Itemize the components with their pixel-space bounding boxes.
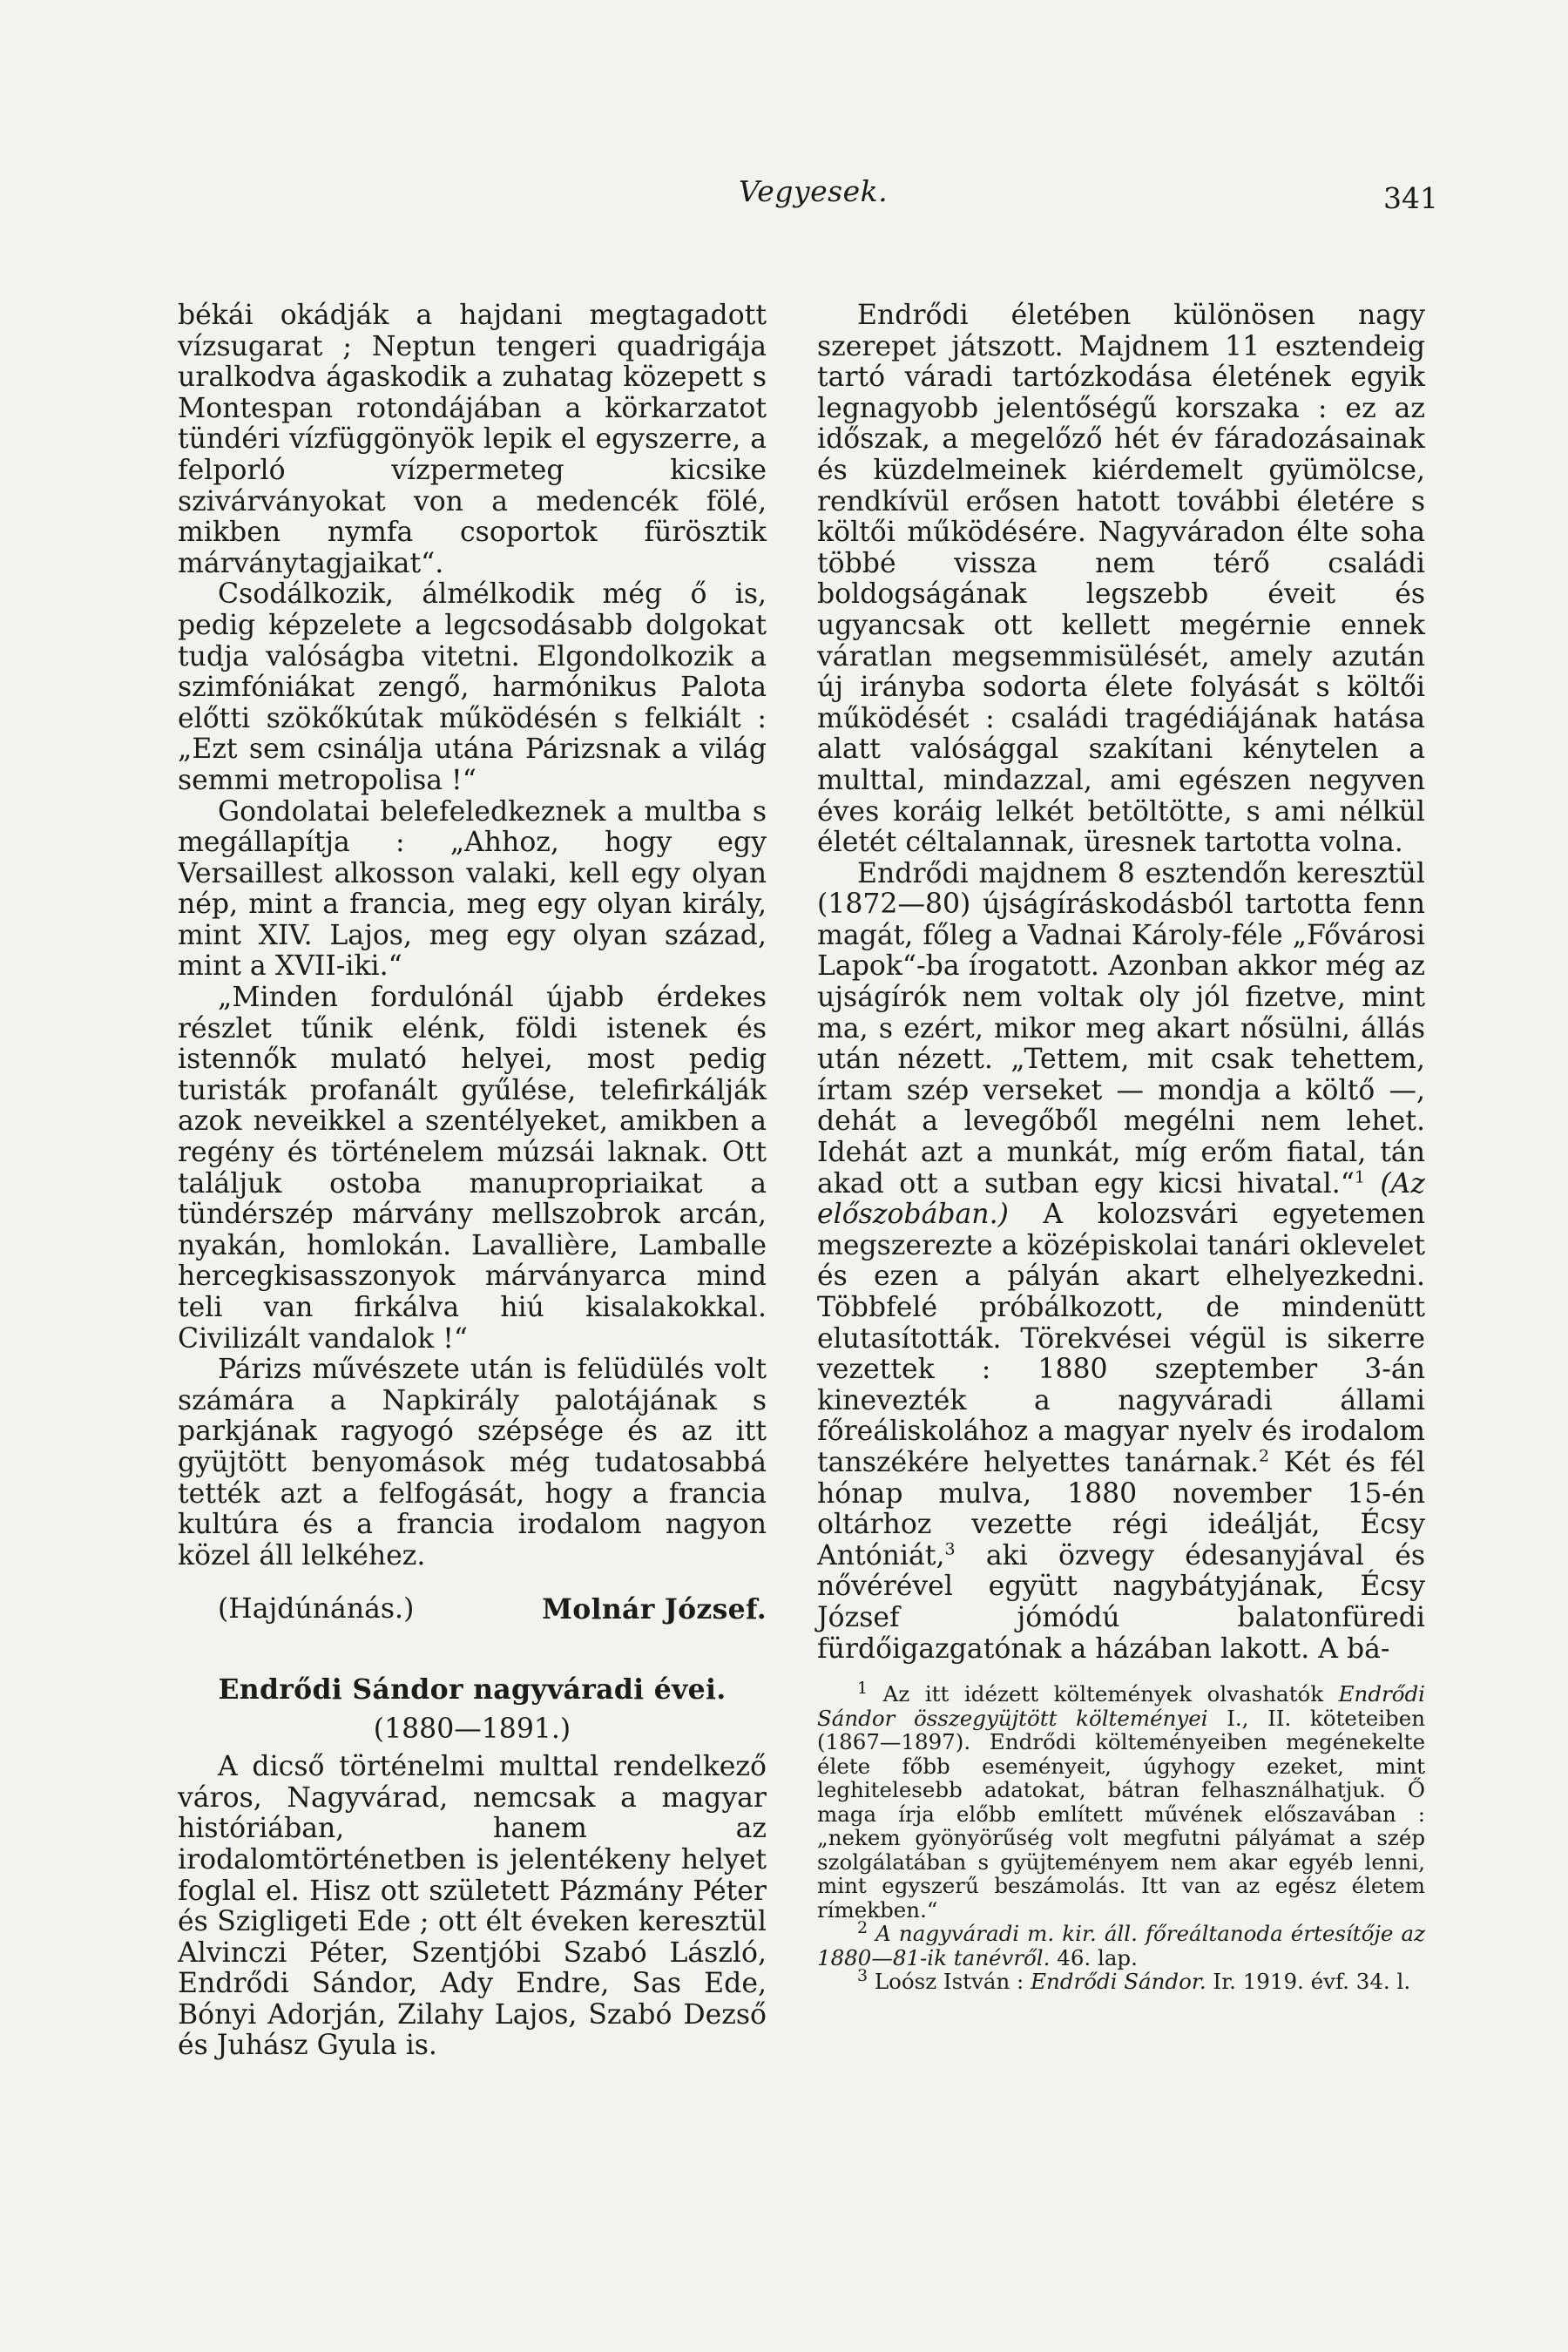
footnotes — [817, 1678, 1425, 1995]
paragraph: Párizs művészete után is felüdülés volt számára a Napkirály palotájának s parkjának ragyogó szépsége és az itt gyüjtött benyomások még tudatosabbá tették azt a felfogását, hogy a francia kultúra és a francia irodalom nagyon közel áll lelkéhez. — [178, 1354, 767, 1571]
paragraph: A dicső történelmi multtal rendelkező város, Nagyvárad, nemcsak a magyar históriában, hanem az irodalomtörténetben is jelentékeny helyet foglal el. Hisz ott született Pázmány Péter és Szigligeti Ede ; ott élt éveken keresztül Alvinczi Péter, Szentjóbi Szabó László, Endrődi Sándor, Ady Endre, Sas Ede, Bónyi Adorján, Zilahy Lajos, Szabó Dezső és Juhász Gyula is. — [178, 1751, 767, 2062]
paragraph — [817, 859, 1425, 1665]
footnote-text: I., II. köteteiben (1867—1897). Endrődi költeményeiben megénekelte élete főbb eseményeit, úgyhogy ezeket, mint leghitelesebb adatokat, bátran felhasználhatjuk. Ő maga írja előbb említett művének előszavában : „nekem gyönyörűség volt megfutni pályámat a szép szolgálatában s gyüjteményem nem akar egyéb lenni, mint egyszerű beszámolás. Itt van az egész életem rímekben.“ — [817, 1705, 1425, 1923]
paragraph-text: A kolozsvári egyetemen megszerezte a középiskolai tanári oklevelet és ezen a pályán akart elhelyezkedni. Többfelé próbálkozott, de mindenütt elutasították. Törekvései végül is sikerre vezettek : 1880 szeptember 3-án kinevezték a nagyváradi állami főreáliskolához a magyar nyelv és irodalom tanszékére helyettes tanárnak. — [817, 1199, 1425, 1478]
footnote — [817, 1965, 1425, 1995]
footnote-text: Loósz István : — [874, 1969, 1024, 1995]
page-number: 341 — [1383, 181, 1438, 215]
running-title: Vegyesek. — [739, 174, 889, 208]
footnote-mark: 3 — [857, 1965, 868, 1985]
paragraph-text: Két és fél hónap mulva, 1880 november 15-én oltárhoz vezette régi ideálját, Écsy Antóniát, — [817, 1446, 1425, 1571]
footnote-title: Endrődi Sándor összegyüjtött költeményei — [817, 1681, 1425, 1731]
paragraph: békái okádják a hajdani megtagadott vízsugarat ; Neptun tengeri quadrigája uralkodva ágaskodik a zuhatag közepett s Montespan rotondájában a körkarzatot tündéri vízfüggönyök lepik el egyszerre, a felporló vízpermeteg kicsike szivárványokat von a medencék fölé, mikben nymfa csoportok fürösztik márványtagjaikat“. — [178, 300, 767, 579]
footnote-text: Ir. 1919. évf. 34. l. — [1213, 1969, 1411, 1995]
left-column — [178, 301, 767, 2062]
signature-name: Molnár József. — [542, 1593, 767, 1626]
right-column — [817, 301, 1425, 1994]
footnote-reference: 3 — [944, 1539, 956, 1559]
paragraph: „Minden fordulónál újabb érdekes részlet tűnik elénk, földi istenek és istennők mulató helyei, most pedig turisták profanált gyűlése, telefirkálják azok neveikkel a szentélyeket, amikben a regény és történelem múzsái laknak. Ott találjuk ostoba manupropriaikat a tündérszép márvány mellszobrok arcán, nyakán, homlokán. Lavallière, Lamballe hercegkisasszonyok márványarca mind teli van firkálva hiú kisalakokkal. Civilizált vandalok !“ — [178, 982, 767, 1355]
footnote-reference: 2 — [1259, 1446, 1270, 1466]
footnote-title: A nagyváradi m. kir. áll. főreáltanoda értesítője az 1880—81-ik tanévről. — [817, 1921, 1425, 1970]
footnote-mark: 1 — [857, 1678, 868, 1698]
footnote-title: Endrődi Sándor. — [1031, 1969, 1206, 1995]
paragraph: Gondolatai belefeledkeznek a multba s megállapítja : „Ahhoz, hogy egy Versaillest alkosson valaki, kell egy olyan nép, mint a francia, meg egy olyan király, mint XIV. Lajos, meg egy olyan század, mint a XVII-iki.“ — [178, 795, 767, 983]
signature — [178, 1594, 767, 1625]
footnote-text: Az itt idézett költemények olvashatók — [882, 1681, 1324, 1707]
signature-place: (Hajdúnánás.) — [218, 1593, 415, 1625]
footnote-text: 46. lap. — [1057, 1944, 1138, 1970]
article-title: Endrődi Sándor nagyváradi évei. — [218, 1673, 727, 1706]
footnote — [817, 1678, 1425, 1923]
footnote-reference: 1 — [1354, 1167, 1365, 1187]
paragraph-text: aki özvegy édesanyjával és nővérével együtt nagybátyjának, Écsy József jómódú balatonfüredi fürdőigazgatónak a házában lakott. A bá- — [817, 1539, 1426, 1665]
footnote — [817, 1917, 1425, 1970]
source-citation: (Az előszobában.) — [817, 1167, 1425, 1231]
footnote-mark: 2 — [857, 1917, 868, 1937]
paragraph: Csodálkozik, álmélkodik még ő is, pedig képzelete a legcsodásabb dolgokat tudja valóságba vitetni. Elgondolkozik a szimfóniákat zengő, harmónikus Palota előtti szökőkútak működésén s felkiált : „Ezt sem csinálja utána Párizsnak a világ semmi metropolisa !“ — [178, 578, 767, 796]
article-dates: (1880—1891.) — [373, 1713, 571, 1745]
paragraph-text: Endrődi majdnem 8 esztendőn keresztül (1872—80) újságíráskodásból tartotta fenn magát, főleg a Vadnai Károly-féle „Fővárosi Lapok“-ba írogatott. Azonban akkor még az ujságírók nem voltak oly jól fizetve, mint ma, s ezért, mikor meg akart nősülni, állás után nézett. „Tettem, mit csak tehettem, írtam szép verseket — mondja a költő —, dehát a levegőből megélni nem lehet. Idehát azt a munkát, míg erőm fiatal, tán akad ott a sutban egy kicsi hivatal.“ — [817, 857, 1425, 1200]
paragraph: Endrődi életében különösen nagy szerepet játszott. Majdnem 11 esztendeig tartó váradi tartózkodása életének egyik legnagyobb jelentőségű korszaka : ez az időszak, a megelőző hét év fáradozásainak és küzdelmeinek kiérdemelt gyümölcse, rendkívül erősen hatott további életére s költői működésére. Nagyváradon élte soha többé vissza nem térő családi boldogságának legszebb éveit és ugyancsak ott kellett megérnie ennek váratlan megsemmisülését, amely azután új irányba sodorta élete folyását s költői működését : családi tragédiájának hatása alatt valósággal szakítani kénytelen a multtal, mindazzal, ami egészen negyven éves koráig lelkét betöltötte, s ami nélkül életét céltalannak, üresnek tartotta volna. — [817, 300, 1425, 859]
